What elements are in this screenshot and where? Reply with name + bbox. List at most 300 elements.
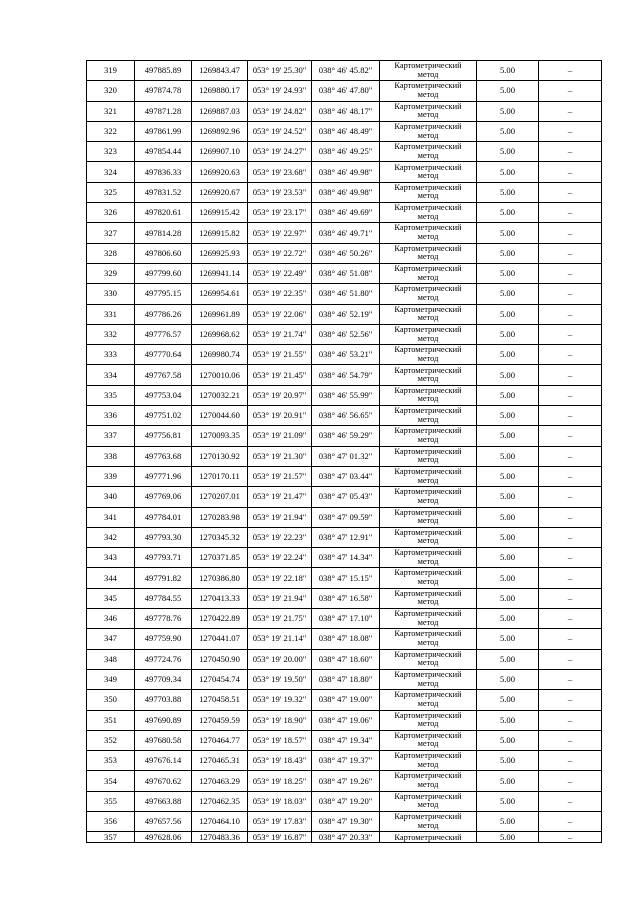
- latitude-cell: 053° 19' 21.75": [248, 609, 312, 629]
- latitude-cell: 053° 19' 22.49": [248, 263, 312, 283]
- accuracy-cell: 5.00: [477, 365, 539, 385]
- y-coordinate-cell: 1270450.90: [192, 649, 248, 669]
- accuracy-cell: 5.00: [477, 568, 539, 588]
- method-line-2: метод: [417, 617, 439, 627]
- point-number-cell: 354: [87, 771, 135, 791]
- table-row: [87, 507, 602, 527]
- accuracy-cell: 5.00: [477, 182, 539, 202]
- method-line-2: метод: [417, 739, 439, 749]
- table-row: [87, 182, 602, 202]
- method-cell: [380, 81, 477, 101]
- description-cell: –: [539, 223, 602, 243]
- point-number-cell: 339: [87, 466, 135, 486]
- latitude-cell: 053° 19' 21.30": [248, 446, 312, 466]
- description-cell: –: [539, 568, 602, 588]
- method-line-1: Картометрический: [394, 264, 462, 274]
- table-row: [87, 548, 602, 568]
- point-number-cell: 333: [87, 345, 135, 365]
- x-coordinate-cell: 497776.57: [135, 324, 192, 344]
- accuracy-cell: 5.00: [477, 81, 539, 101]
- longitude-cell: 038° 46' 49.25": [312, 142, 380, 162]
- latitude-cell: 053° 19' 21.55": [248, 345, 312, 365]
- method-line-2: метод: [417, 577, 439, 587]
- latitude-cell: 053° 19' 18.43": [248, 751, 312, 771]
- description-cell: –: [539, 365, 602, 385]
- latitude-cell: 053° 19' 22.35": [248, 284, 312, 304]
- description-cell: –: [539, 649, 602, 669]
- method-line-2: метод: [417, 759, 439, 769]
- accuracy-cell: 5.00: [477, 385, 539, 405]
- longitude-cell: 038° 47' 18.08": [312, 629, 380, 649]
- y-coordinate-cell: 1270283.98: [192, 507, 248, 527]
- description-cell: –: [539, 791, 602, 811]
- x-coordinate-cell: 497756.81: [135, 426, 192, 446]
- method-line-2: метод: [417, 252, 439, 262]
- method-cell: [380, 304, 477, 324]
- method-cell: [380, 446, 477, 466]
- table-row: [87, 466, 602, 486]
- longitude-cell: 038° 46' 45.82": [312, 61, 380, 81]
- accuracy-cell: 5.00: [477, 730, 539, 750]
- latitude-cell: 053° 19' 23.17": [248, 203, 312, 223]
- description-cell: –: [539, 609, 602, 629]
- y-coordinate-cell: 1270463.29: [192, 771, 248, 791]
- method-line-2: метод: [417, 394, 439, 404]
- latitude-cell: 053° 19' 22.18": [248, 568, 312, 588]
- method-cell: [380, 487, 477, 507]
- y-coordinate-cell: 1270170.11: [192, 466, 248, 486]
- description-cell: –: [539, 81, 602, 101]
- accuracy-cell: 5.00: [477, 324, 539, 344]
- method-cell: [380, 588, 477, 608]
- method-cell: [380, 121, 477, 141]
- latitude-cell: 053° 19' 21.09": [248, 426, 312, 446]
- description-cell: –: [539, 588, 602, 608]
- x-coordinate-cell: 497763.68: [135, 446, 192, 466]
- x-coordinate-cell: 497663.88: [135, 791, 192, 811]
- point-number-cell: 337: [87, 426, 135, 446]
- x-coordinate-cell: 497709.34: [135, 669, 192, 689]
- accuracy-cell: 5.00: [477, 243, 539, 263]
- latitude-cell: 053° 19' 20.91": [248, 406, 312, 426]
- accuracy-cell: 5.00: [477, 751, 539, 771]
- description-cell: –: [539, 446, 602, 466]
- point-number-cell: 338: [87, 446, 135, 466]
- table-row: [87, 791, 602, 811]
- method-cell: [380, 527, 477, 547]
- point-number-cell: 327: [87, 223, 135, 243]
- method-line-2: метод: [417, 556, 439, 566]
- x-coordinate-cell: 497793.71: [135, 548, 192, 568]
- coordinates-table: [86, 60, 602, 843]
- method-line-1: Картометрический: [394, 466, 462, 476]
- method-line-2: метод: [417, 536, 439, 546]
- y-coordinate-cell: 1269880.17: [192, 81, 248, 101]
- accuracy-cell: 5.00: [477, 710, 539, 730]
- method-line-2: метод: [417, 313, 439, 323]
- y-coordinate-cell: 1270207.01: [192, 487, 248, 507]
- method-line-2: метод: [417, 597, 439, 607]
- method-line-2: метод: [417, 374, 439, 384]
- accuracy-cell: 5.00: [477, 263, 539, 283]
- description-cell: –: [539, 629, 602, 649]
- accuracy-cell: 5.00: [477, 101, 539, 121]
- point-number-cell: 324: [87, 162, 135, 182]
- table-row: [87, 121, 602, 141]
- method-cell: [380, 385, 477, 405]
- method-cell: [380, 730, 477, 750]
- point-number-cell: 326: [87, 203, 135, 223]
- method-line-2: метод: [417, 495, 439, 505]
- point-number-cell: 340: [87, 487, 135, 507]
- table-row: [87, 609, 602, 629]
- method-line-2: метод: [417, 434, 439, 444]
- x-coordinate-cell: 497831.52: [135, 182, 192, 202]
- x-coordinate-cell: 497799.60: [135, 263, 192, 283]
- description-cell: –: [539, 466, 602, 486]
- y-coordinate-cell: 1269887.03: [192, 101, 248, 121]
- y-coordinate-cell: 1270130.92: [192, 446, 248, 466]
- accuracy-cell: 5.00: [477, 466, 539, 486]
- latitude-cell: 053° 19' 17.83": [248, 811, 312, 831]
- table-body: [87, 61, 602, 843]
- method-line-2: метод: [417, 516, 439, 526]
- x-coordinate-cell: 497759.90: [135, 629, 192, 649]
- method-line-1: Картометрический: [394, 385, 462, 395]
- method-line-1: Картометрический: [394, 223, 462, 233]
- point-number-cell: 345: [87, 588, 135, 608]
- method-cell: [380, 406, 477, 426]
- method-line-2: метод: [417, 800, 439, 810]
- y-coordinate-cell: 1269968.62: [192, 324, 248, 344]
- y-coordinate-cell: 1269920.63: [192, 162, 248, 182]
- table-row: [87, 832, 602, 843]
- x-coordinate-cell: 497784.55: [135, 588, 192, 608]
- point-number-cell: 349: [87, 669, 135, 689]
- method-line-1: Картометрический: [394, 609, 462, 619]
- x-coordinate-cell: 497793.30: [135, 527, 192, 547]
- accuracy-cell: 5.00: [477, 406, 539, 426]
- method-line-2: метод: [417, 191, 439, 201]
- description-cell: –: [539, 406, 602, 426]
- method-line-1: Картометрический: [394, 121, 462, 131]
- y-coordinate-cell: 1270458.51: [192, 690, 248, 710]
- description-cell: –: [539, 284, 602, 304]
- accuracy-cell: 5.00: [477, 203, 539, 223]
- longitude-cell: 038° 47' 19.30": [312, 811, 380, 831]
- description-cell: –: [539, 162, 602, 182]
- x-coordinate-cell: 497751.02: [135, 406, 192, 426]
- accuracy-cell: 5.00: [477, 811, 539, 831]
- description-cell: –: [539, 426, 602, 446]
- description-cell: –: [539, 548, 602, 568]
- point-number-cell: 351: [87, 710, 135, 730]
- accuracy-cell: 5.00: [477, 426, 539, 446]
- method-cell: [380, 162, 477, 182]
- x-coordinate-cell: 497703.88: [135, 690, 192, 710]
- latitude-cell: 053° 19' 21.14": [248, 629, 312, 649]
- description-cell: –: [539, 345, 602, 365]
- method-line-2: метод: [417, 414, 439, 424]
- latitude-cell: 053° 19' 21.57": [248, 466, 312, 486]
- table-row: [87, 771, 602, 791]
- latitude-cell: 053° 19' 18.57": [248, 730, 312, 750]
- table-row: [87, 710, 602, 730]
- description-cell: –: [539, 771, 602, 791]
- y-coordinate-cell: 1269954.61: [192, 284, 248, 304]
- x-coordinate-cell: 497885.89: [135, 61, 192, 81]
- longitude-cell: 038° 46' 49.69": [312, 203, 380, 223]
- latitude-cell: 053° 19' 20.00": [248, 649, 312, 669]
- accuracy-cell: 5.00: [477, 223, 539, 243]
- method-line-1: Картометрический: [394, 304, 462, 314]
- table-row: [87, 487, 602, 507]
- accuracy-cell: 5.00: [477, 791, 539, 811]
- method-line-1: Картометрический: [394, 812, 462, 822]
- point-number-cell: 341: [87, 507, 135, 527]
- latitude-cell: 053° 19' 18.90": [248, 710, 312, 730]
- x-coordinate-cell: 497871.28: [135, 101, 192, 121]
- table-row: [87, 629, 602, 649]
- description-cell: –: [539, 507, 602, 527]
- method-cell: [380, 345, 477, 365]
- method-line-1: Картометрический: [394, 629, 462, 639]
- table-row: [87, 406, 602, 426]
- accuracy-cell: 5.00: [477, 669, 539, 689]
- y-coordinate-cell: 1270010.06: [192, 365, 248, 385]
- table-row: [87, 588, 602, 608]
- method-line-1: Картометрический: [394, 284, 462, 294]
- method-line-2: метод: [417, 150, 439, 160]
- method-cell: [380, 649, 477, 669]
- method-line-1: Картометрический: [394, 365, 462, 375]
- accuracy-cell: 5.00: [477, 690, 539, 710]
- accuracy-cell: 5.00: [477, 345, 539, 365]
- longitude-cell: 038° 47' 19.06": [312, 710, 380, 730]
- method-cell: [380, 811, 477, 831]
- method-line-2: метод: [417, 130, 439, 140]
- table-row: [87, 263, 602, 283]
- table-row: [87, 690, 602, 710]
- x-coordinate-cell: 497784.01: [135, 507, 192, 527]
- table-row: [87, 61, 602, 81]
- method-line-1: Картометрический: [394, 142, 462, 152]
- method-line-1: Картометрический: [394, 61, 462, 71]
- method-line-1: Картометрический: [394, 182, 462, 192]
- method-line-1: Картометрический: [394, 406, 462, 416]
- method-cell: [380, 751, 477, 771]
- description-cell: –: [539, 710, 602, 730]
- x-coordinate-cell: 497814.28: [135, 223, 192, 243]
- x-coordinate-cell: 497628.06: [135, 832, 192, 843]
- y-coordinate-cell: 1269941.14: [192, 263, 248, 283]
- x-coordinate-cell: 497778.76: [135, 609, 192, 629]
- method-line-1: Картометрический: [394, 203, 462, 213]
- point-number-cell: 319: [87, 61, 135, 81]
- longitude-cell: 038° 47' 17.10": [312, 609, 380, 629]
- latitude-cell: 053° 19' 21.94": [248, 507, 312, 527]
- longitude-cell: 038° 47' 19.26": [312, 771, 380, 791]
- method-line-1: Картометрический: [394, 527, 462, 537]
- method-line-2: метод: [417, 455, 439, 465]
- table-row: [87, 426, 602, 446]
- x-coordinate-cell: 497795.15: [135, 284, 192, 304]
- longitude-cell: 038° 47' 15.15": [312, 568, 380, 588]
- accuracy-cell: 5.00: [477, 304, 539, 324]
- x-coordinate-cell: 497874.78: [135, 81, 192, 101]
- table-row: [87, 284, 602, 304]
- latitude-cell: 053° 19' 21.74": [248, 324, 312, 344]
- method-line-2: метод: [417, 780, 439, 790]
- longitude-cell: 038° 46' 49.98": [312, 162, 380, 182]
- y-coordinate-cell: 1269920.67: [192, 182, 248, 202]
- method-line-1: Картометрический: [394, 690, 462, 700]
- x-coordinate-cell: 497806.60: [135, 243, 192, 263]
- y-coordinate-cell: 1269980.74: [192, 345, 248, 365]
- method-cell: [380, 182, 477, 202]
- table-row: [87, 324, 602, 344]
- table-row: [87, 751, 602, 771]
- longitude-cell: 038° 46' 53.21": [312, 345, 380, 365]
- point-number-cell: 320: [87, 81, 135, 101]
- latitude-cell: 053° 19' 22.24": [248, 548, 312, 568]
- longitude-cell: 038° 46' 49.71": [312, 223, 380, 243]
- description-cell: –: [539, 101, 602, 121]
- longitude-cell: 038° 47' 03.44": [312, 466, 380, 486]
- description-cell: –: [539, 751, 602, 771]
- x-coordinate-cell: 497791.82: [135, 568, 192, 588]
- point-number-cell: 332: [87, 324, 135, 344]
- x-coordinate-cell: 497690.89: [135, 710, 192, 730]
- y-coordinate-cell: 1270345.32: [192, 527, 248, 547]
- longitude-cell: 038° 47' 19.37": [312, 751, 380, 771]
- method-line-2: метод: [417, 272, 439, 282]
- longitude-cell: 038° 46' 51.08": [312, 263, 380, 283]
- accuracy-cell: 5.00: [477, 527, 539, 547]
- table-row: [87, 365, 602, 385]
- accuracy-cell: 5.00: [477, 446, 539, 466]
- method-cell: [380, 101, 477, 121]
- method-line-2: метод: [417, 637, 439, 647]
- y-coordinate-cell: 1269915.42: [192, 203, 248, 223]
- method-line-1: Картометрический: [394, 669, 462, 679]
- latitude-cell: 053° 19' 21.45": [248, 365, 312, 385]
- y-coordinate-cell: 1269961.89: [192, 304, 248, 324]
- y-coordinate-cell: 1270462.35: [192, 791, 248, 811]
- y-coordinate-cell: 1270465.31: [192, 751, 248, 771]
- method-cell: [380, 466, 477, 486]
- method-cell: [380, 284, 477, 304]
- x-coordinate-cell: 497676.14: [135, 751, 192, 771]
- method-cell: [380, 669, 477, 689]
- method-cell: [380, 223, 477, 243]
- y-coordinate-cell: 1270093.35: [192, 426, 248, 446]
- method-line-2: метод: [417, 698, 439, 708]
- method-line-1: Картометрический: [394, 568, 462, 578]
- latitude-cell: 053° 19' 24.93": [248, 81, 312, 101]
- description-cell: –: [539, 730, 602, 750]
- longitude-cell: 038° 46' 49.98": [312, 182, 380, 202]
- method-line-2: метод: [417, 333, 439, 343]
- y-coordinate-cell: 1270032.21: [192, 385, 248, 405]
- point-number-cell: 352: [87, 730, 135, 750]
- longitude-cell: 038° 47' 09.59": [312, 507, 380, 527]
- latitude-cell: 053° 19' 24.27": [248, 142, 312, 162]
- x-coordinate-cell: 497771.96: [135, 466, 192, 486]
- point-number-cell: 355: [87, 791, 135, 811]
- point-number-cell: 343: [87, 548, 135, 568]
- latitude-cell: 053° 19' 19.32": [248, 690, 312, 710]
- latitude-cell: 053° 19' 19.50": [248, 669, 312, 689]
- table-row: [87, 385, 602, 405]
- accuracy-cell: 5.00: [477, 507, 539, 527]
- method-line-2: метод: [417, 110, 439, 120]
- x-coordinate-cell: 497786.26: [135, 304, 192, 324]
- longitude-cell: 038° 47' 18.60": [312, 649, 380, 669]
- longitude-cell: 038° 47' 18.80": [312, 669, 380, 689]
- method-line-1: Картометрический: [394, 101, 462, 111]
- longitude-cell: 038° 46' 52.56": [312, 324, 380, 344]
- method-cell: [380, 61, 477, 81]
- x-coordinate-cell: 497724.76: [135, 649, 192, 669]
- description-cell: –: [539, 304, 602, 324]
- table-row: [87, 730, 602, 750]
- latitude-cell: 053° 19' 23.53": [248, 182, 312, 202]
- method-cell: [380, 771, 477, 791]
- longitude-cell: 038° 46' 52.19": [312, 304, 380, 324]
- description-cell: –: [539, 690, 602, 710]
- table-row: [87, 811, 602, 831]
- x-coordinate-cell: 497657.56: [135, 811, 192, 831]
- description-cell: –: [539, 832, 602, 843]
- latitude-cell: 053° 19' 18.03": [248, 791, 312, 811]
- accuracy-cell: 5.00: [477, 629, 539, 649]
- table-row: [87, 527, 602, 547]
- point-number-cell: 321: [87, 101, 135, 121]
- point-number-cell: 336: [87, 406, 135, 426]
- table-row: [87, 81, 602, 101]
- longitude-cell: 038° 46' 55.99": [312, 385, 380, 405]
- longitude-cell: 038° 47' 20.33": [312, 832, 380, 843]
- point-number-cell: 342: [87, 527, 135, 547]
- description-cell: –: [539, 263, 602, 283]
- latitude-cell: 053° 19' 24.82": [248, 101, 312, 121]
- point-number-cell: 322: [87, 121, 135, 141]
- method-line-1: Картометрический: [394, 243, 462, 253]
- longitude-cell: 038° 47' 12.91": [312, 527, 380, 547]
- y-coordinate-cell: 1270371.85: [192, 548, 248, 568]
- x-coordinate-cell: 497680.58: [135, 730, 192, 750]
- method-line-1: Картометрический: [394, 730, 462, 740]
- method-cell: [380, 365, 477, 385]
- longitude-cell: 038° 47' 19.00": [312, 690, 380, 710]
- method-cell: [380, 568, 477, 588]
- y-coordinate-cell: 1269925.93: [192, 243, 248, 263]
- point-number-cell: 357: [87, 832, 135, 843]
- longitude-cell: 038° 46' 50.26": [312, 243, 380, 263]
- method-line-1: Картометрический: [394, 426, 462, 436]
- table-row: [87, 304, 602, 324]
- table-row: [87, 345, 602, 365]
- point-number-cell: 346: [87, 609, 135, 629]
- method-line-1: Картометрический: [394, 324, 462, 334]
- description-cell: –: [539, 121, 602, 141]
- method-cell: [380, 791, 477, 811]
- longitude-cell: 038° 47' 14.34": [312, 548, 380, 568]
- table-row: [87, 243, 602, 263]
- description-cell: –: [539, 487, 602, 507]
- latitude-cell: 053° 19' 22.72": [248, 243, 312, 263]
